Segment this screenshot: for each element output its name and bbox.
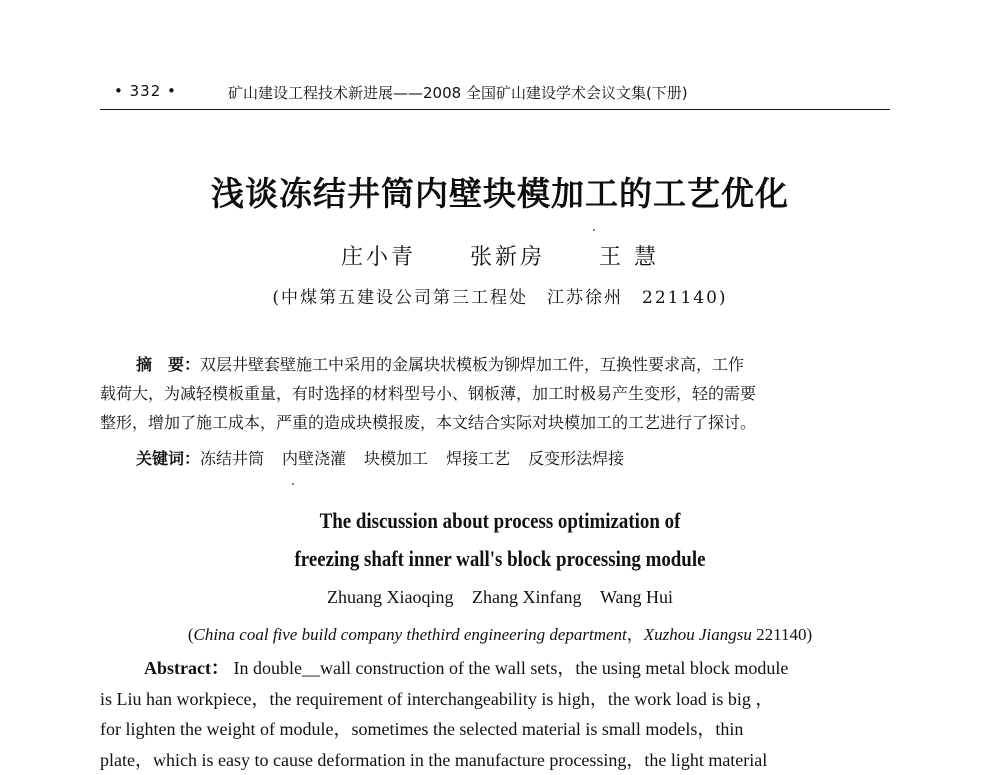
author-en: Wang Hui — [600, 587, 673, 607]
keyword-cn: 块模加工 — [364, 449, 428, 468]
authors-en — [0, 587, 1000, 608]
affiliation-en-city: Xuzhou Jiangsu — [644, 625, 752, 644]
abstract-en-line: In double__wall construction of the wall sets，the using metal block module — [233, 658, 788, 678]
abstract-cn-line: 整形，增加了施工成本，严重的造成块模报废，本文结合实际对块模加工的工艺进行了探讨。 — [100, 408, 890, 437]
affiliation-en-open: ( — [188, 625, 194, 644]
affiliation-en — [0, 620, 1000, 645]
authors-cn — [0, 240, 1000, 271]
affiliation-en-org: China coal five build company thethird engineering department — [193, 625, 626, 644]
running-header — [100, 80, 890, 104]
affiliation-cn: (中煤第五建设公司第三工程处 江苏徐州 221140) — [0, 283, 1000, 308]
abstract-en-line: for lighten the weight of module，sometimes the selected material is small models，thin — [100, 714, 892, 745]
header-rule — [100, 109, 890, 110]
paper-title-en-line1: The discussion about process optimization of — [70, 508, 930, 534]
author-cn: 张新房 — [470, 240, 545, 271]
keyword-cn: 内壁浇灌 — [282, 449, 346, 468]
affiliation-en-sep: ， — [627, 625, 644, 644]
author-cn: 王 慧 — [599, 240, 659, 271]
keyword-cn: 反变形法焊接 — [528, 449, 624, 468]
keywords-cn — [136, 446, 896, 469]
author-en: Zhang Xinfang — [472, 587, 581, 607]
paper-title-en-line2: freezing shaft inner wall's block processing module — [70, 546, 930, 572]
keywords-cn-label: 关键词： — [136, 449, 200, 468]
abstract-cn-line: 双层井壁套壁施工中采用的金属块状模板为铆焊加工件，互换性要求高，工作 — [200, 355, 744, 374]
abstract-cn — [100, 350, 890, 437]
abstract-en-line: plate，which is easy to cause deformation in the manufacture processing，the light material — [100, 745, 892, 775]
running-title: 矿山建设工程技术新进展——2008 全国矿山建设学术会议文集(下册) — [228, 82, 688, 103]
scan-speck — [292, 483, 294, 485]
abstract-en — [100, 653, 892, 775]
author-en: Zhuang Xiaoqing — [327, 587, 453, 607]
keyword-cn: 冻结井筒 — [200, 449, 264, 468]
abstract-cn-line: 载荷大，为减轻模板重量，有时选择的材料型号小、钢板薄，加工时极易产生变形，轻的需要 — [100, 379, 890, 408]
author-cn: 庄小青 — [341, 240, 416, 271]
abstract-en-line: is Liu han workpiece，the requirement of interchangeability is high，the work load is big ， — [100, 684, 892, 715]
abstract-en-label: Abstract： — [144, 658, 229, 678]
keyword-cn: 焊接工艺 — [446, 449, 510, 468]
page-number: • 332 • — [114, 82, 177, 100]
abstract-cn-label: 摘 要： — [136, 355, 200, 374]
affiliation-en-zip: 221140) — [752, 625, 812, 644]
paper-title-cn: 浅谈冻结井筒内壁块模加工的工艺优化 — [0, 168, 1000, 215]
scan-speck — [593, 229, 595, 231]
